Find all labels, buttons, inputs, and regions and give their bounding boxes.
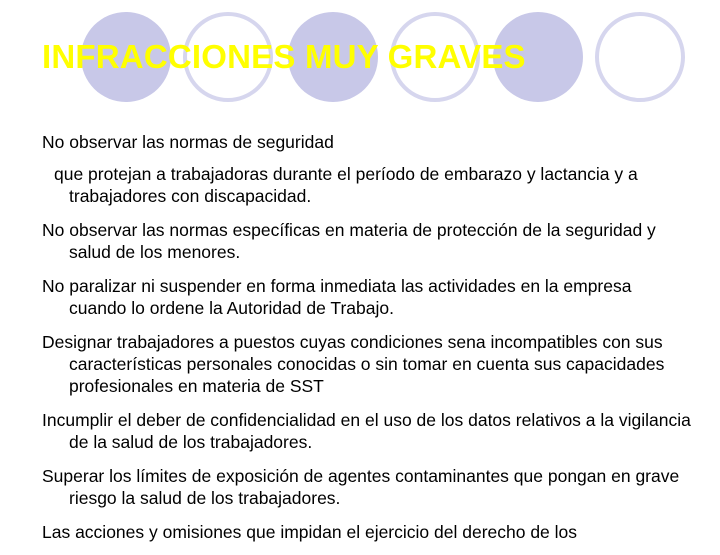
bullet-paragraph: No observar las normas de seguridad bbox=[42, 132, 334, 152]
bullet-paragraph: Superar los límites de exposición de agentes contaminantes que pongan en grave riesgo la salud de los trabajadores. bbox=[42, 466, 680, 508]
ring-circle-3 bbox=[597, 14, 683, 100]
bullet-paragraph: No observar las normas específicas en materia de protección de la seguridad y salud de los menores. bbox=[42, 220, 656, 262]
slide-body bbox=[42, 131, 692, 555]
bullet-paragraph: Designar trabajadores a puestos cuyas condiciones sena incompatibles con sus características personales conocidas o sin tomar en cuenta sus capacidades profesionales en materia de SST bbox=[42, 332, 665, 396]
bullet-paragraph: No paralizar ni suspender en forma inmediata las actividades en la empresa cuando lo ordene la Autoridad de Trabajo. bbox=[42, 276, 632, 318]
bullet-paragraph: Incumplir el deber de confidencialidad en el uso de los datos relativos a la vigilancia de la salud de los trabajadores. bbox=[42, 410, 691, 452]
bullet-paragraph: que protejan a trabajadoras durante el período de embarazo y lactancia y a trabajadores con discapacidad. bbox=[54, 164, 638, 206]
bullet-paragraph: Las acciones y omisiones que impidan el ejercicio del derecho de los bbox=[42, 522, 578, 542]
slide-title: INFRACCIONES MUY GRAVES bbox=[42, 38, 526, 75]
